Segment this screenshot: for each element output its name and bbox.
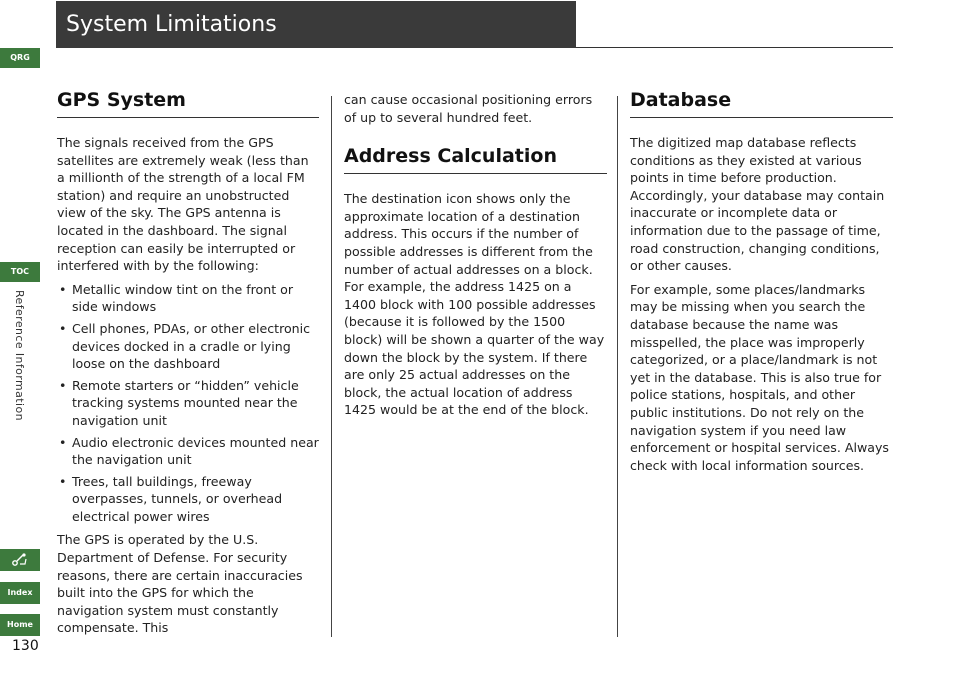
header-divider	[576, 47, 893, 48]
list-item: • Audio electronic devices mounted near the navigation unit	[57, 434, 319, 469]
page-number: 130	[12, 638, 39, 654]
gps-section	[57, 88, 319, 643]
column-divider	[331, 96, 332, 637]
index-tab[interactable]: Index	[0, 582, 40, 604]
page-title: System Limitations	[56, 1, 576, 48]
list-item: • Remote starters or “hidden” vehicle tracking systems mounted near the navigation unit	[57, 377, 319, 430]
list-item: • Metallic window tint on the front or side windows	[57, 281, 319, 316]
database-section	[630, 88, 893, 480]
address-section	[344, 91, 607, 425]
gps-continued: can cause occasional positioning errors of up to several hundred feet.	[344, 92, 593, 125]
database-heading: Database	[630, 88, 893, 118]
toc-tab[interactable]: TOC	[0, 262, 40, 282]
list-item: • Trees, tall buildings, freeway overpasses, tunnels, or overhead electrical power wires	[57, 473, 319, 526]
gps-outro: The GPS is operated by the U.S. Department of Defense. For security reasons, there are certain inaccuracies built into the GPS for which the navigation system must constantly compensate. This	[57, 532, 303, 636]
interference-list	[57, 281, 319, 526]
gps-heading: GPS System	[57, 88, 319, 118]
database-para-2: For example, some places/landmarks may be missing when you search the database because the name was misspelled, the place was improperly categorized, or a place/landmark is not yet in the database. This is also true for police stations, hospitals, and other public institutions. Do not rely on the navigation system if you need law enforcement or hospital services. Always check with local information sources.	[630, 281, 889, 473]
qrg-tab[interactable]: QRG	[0, 48, 40, 68]
gps-intro: The signals received from the GPS satellites are extremely weak (less than a millionth of the strength of a local FM station) and require an unobstructed view of the sky. The GPS antenna is located in the dashboard. The signal reception can easily be interrupted or interfered with by the following:	[57, 135, 309, 274]
home-tab[interactable]: Home	[0, 614, 40, 636]
column-divider	[617, 96, 618, 637]
address-heading: Address Calculation	[344, 144, 607, 174]
database-para-1: The digitized map database reflects conditions as they existed at various points in time before production. Accordingly, your database may contain inaccurate or incomplete data or information due to the passage of time, road construction, changing conditions, or other causes.	[630, 135, 885, 274]
address-body: The destination icon shows only the approximate location of a destination address. This occurs if the number of possible addresses is different from the number of actual addresses on a block. For example, the address 1425 on a 1400 block with 100 possible addresses (because it is followed by the 1500 block) will be shown a quarter of the way down the block by the system. If there are only 25 actual addresses on the block, the actual location of address 1425 would be at the end of the block.	[344, 191, 605, 418]
navigation-tab[interactable]	[0, 549, 40, 571]
navigation-icon	[10, 552, 30, 568]
list-item: • Cell phones, PDAs, or other electronic devices docked in a cradle or lying loose on the dashboard	[57, 320, 319, 373]
section-label: Reference Information	[13, 290, 26, 421]
